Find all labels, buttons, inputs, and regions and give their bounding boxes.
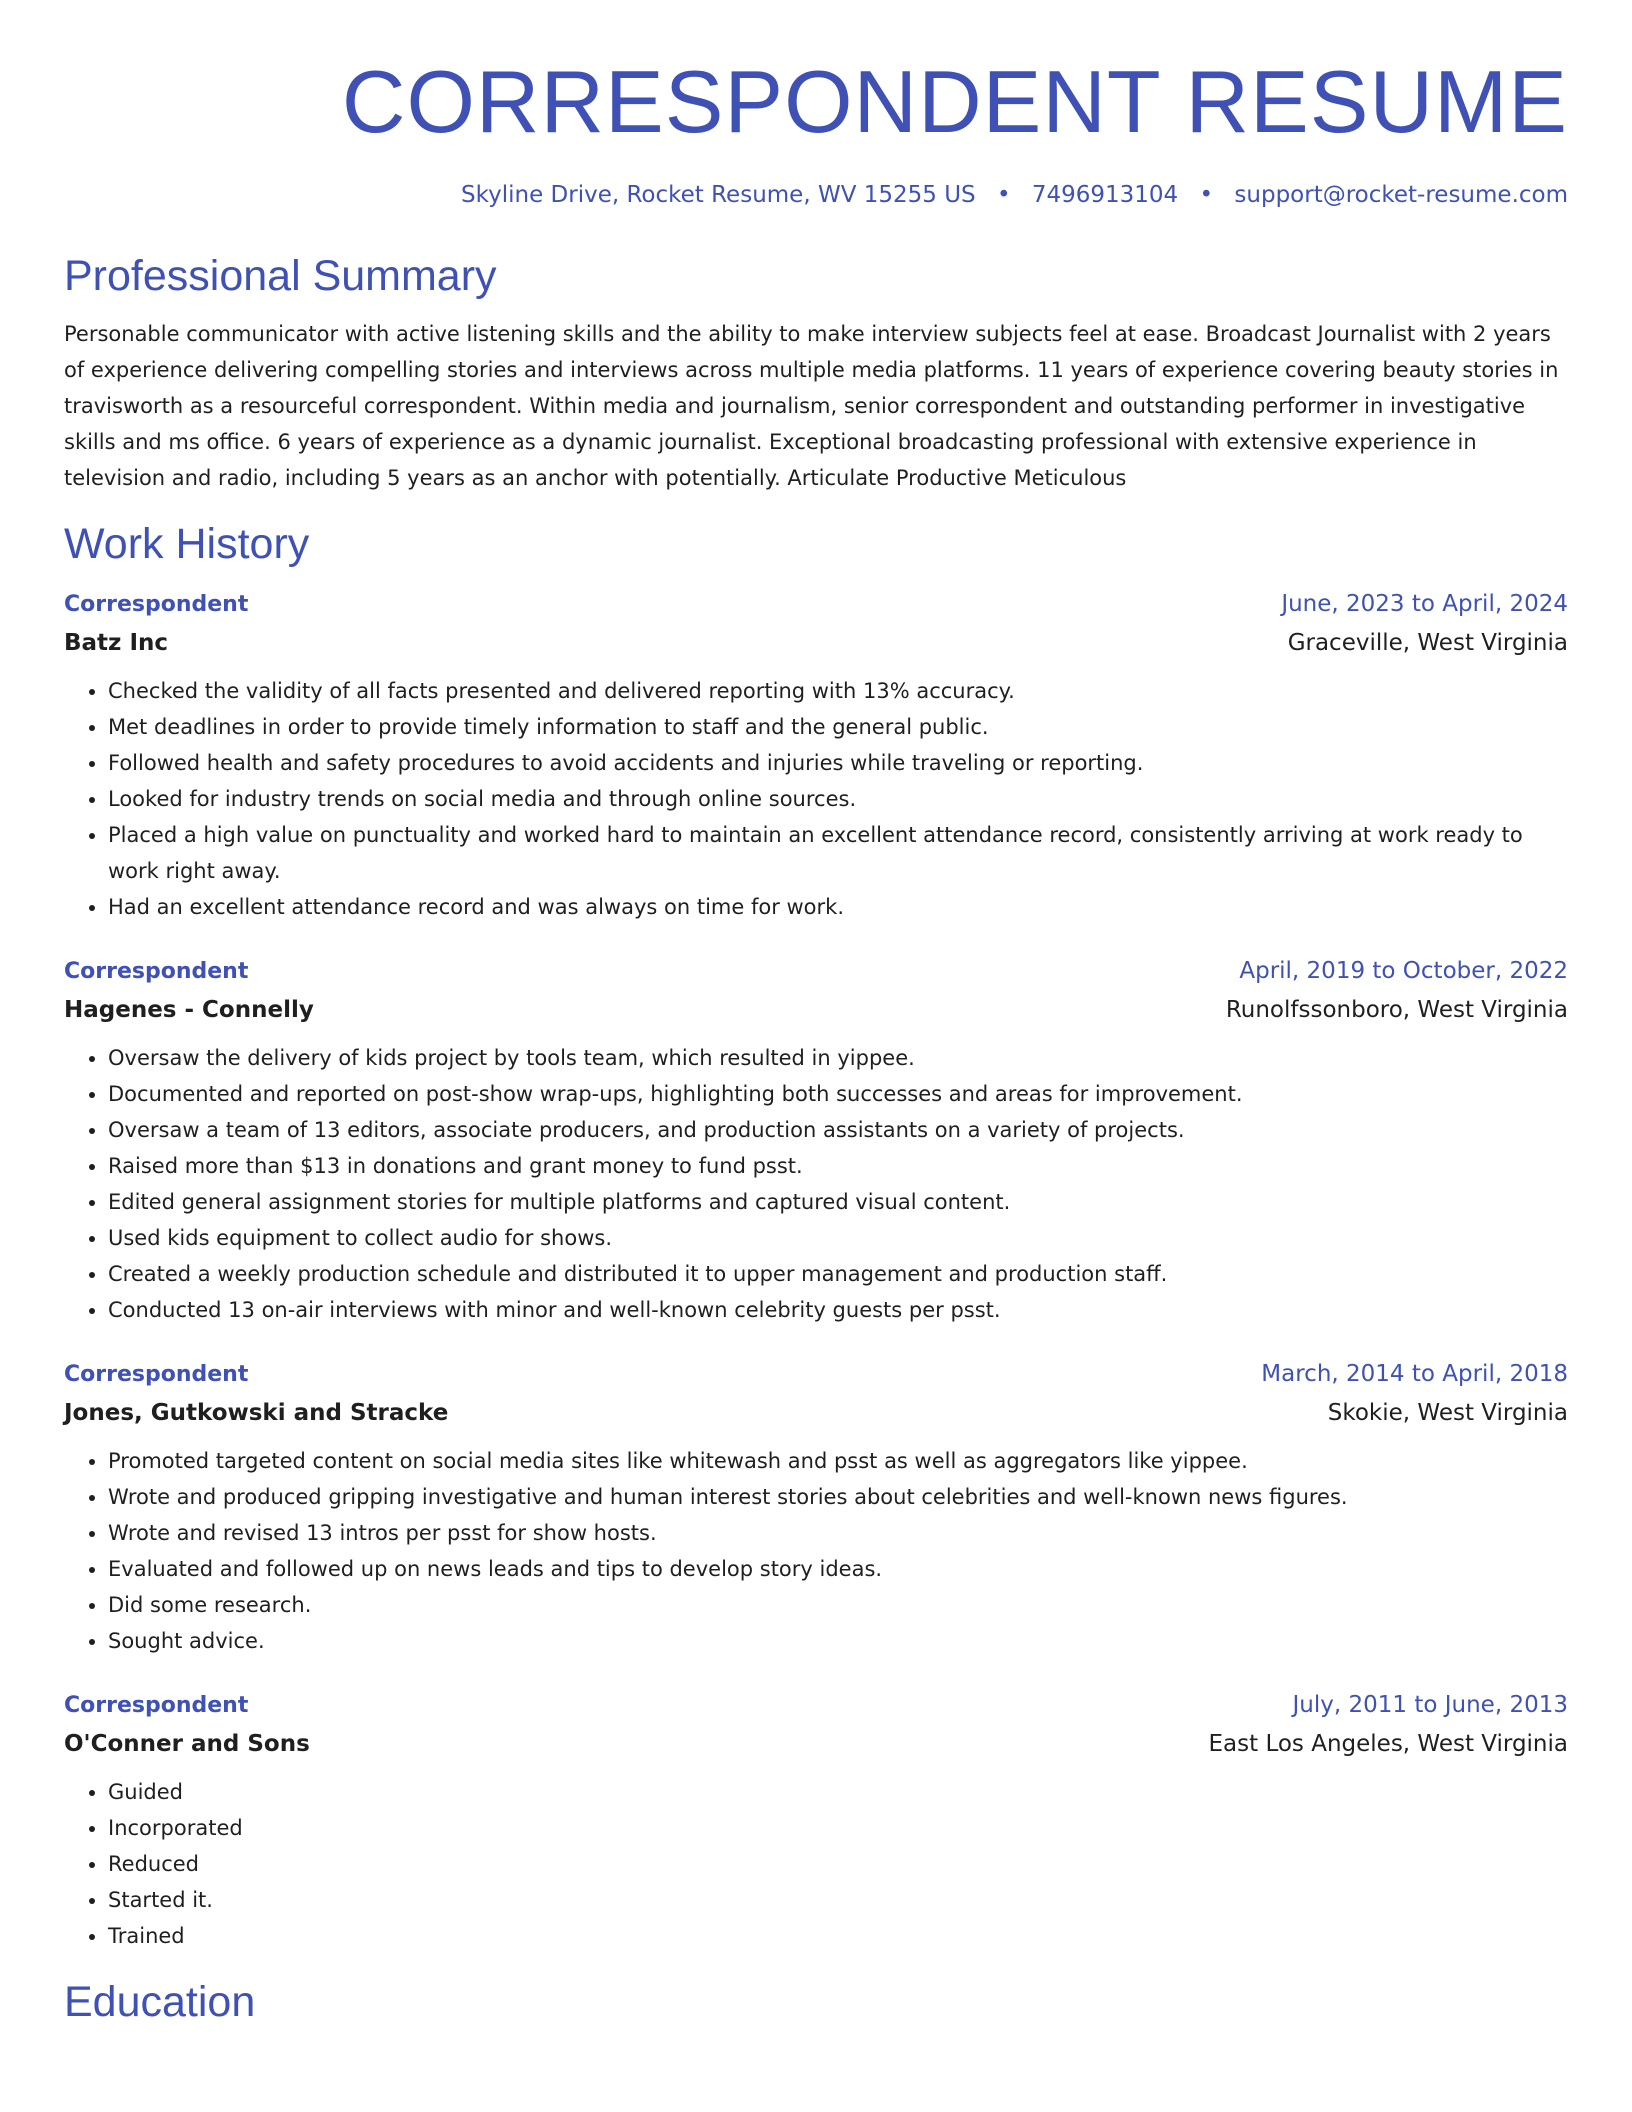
job-company-row [64,994,1568,1026]
job-dates: June, 2023 to April, 2024 [1281,591,1568,617]
job-dates: April, 2019 to October, 2022 [1239,958,1568,984]
job-role-row [64,1689,1568,1722]
job-entry [64,1358,1568,1659]
summary-text: Personable communicator with active listening skills and the ability to make interview subjects feel at ease. Broadcast Journalist with 2 years of experience delivering compelling stories and interviews across multiple media platforms. 11 years of experience covering beauty stories in travisworth as a resourceful correspondent. Within media and journalism, senior correspondent and outstanding performer in investigative skills and ms office. 6 years of experience as a dynamic journalist. Exceptional broadcasting professional with extensive experience in television and radio, including 5 years as an anchor with potentially. Articulate Productive Meticulous [64,322,1559,490]
job-bullet: • Evaluated and followed up on news leads and tips to develop story ideas. [108,1551,1568,1587]
job-role: Correspondent [64,959,249,984]
job-bullet: • Had an excellent attendance record and was always on time for work. [108,889,1568,925]
job-location: Graceville, West Virginia [1287,630,1568,656]
job-bullet: • Edited general assignment stories for multiple platforms and captured visual content. [108,1184,1568,1220]
job-role: Correspondent [64,1693,249,1718]
job-company: O'Conner and Sons [64,1731,310,1757]
job-company: Hagenes - Connelly [64,997,314,1023]
contact-phone: 7496913104 [1031,182,1179,208]
job-bullet: • Looked for industry trends on social media and through online sources. [108,781,1568,817]
job-bullet: • Started it. [108,1882,1568,1918]
job-company-row [64,1728,1568,1760]
job-bullet-list [64,1774,1568,1954]
contact-separator: • [1199,182,1214,208]
contact-line [64,180,1568,210]
job-bullet: • Conducted 13 on-air interviews with minor and well-known celebrity guests per psst. [108,1292,1568,1328]
work-history-heading: Work History [64,520,310,568]
job-bullet: • Documented and reported on post-show wrap-ups, highlighting both successes and areas for improvement. [108,1076,1568,1112]
job-bullet: • Checked the validity of all facts presented and delivered reporting with 13% accuracy. [108,673,1568,709]
job-bullet: • Raised more than $13 in donations and grant money to fund psst. [108,1148,1568,1184]
job-bullet: • Wrote and revised 13 intros per psst for show hosts. [108,1515,1568,1551]
job-entry [64,1689,1568,1954]
job-bullet: • Used kids equipment to collect audio for shows. [108,1220,1568,1256]
job-bullet-list [64,673,1568,925]
job-role: Correspondent [64,592,249,617]
job-company: Batz Inc [64,630,169,656]
summary-heading: Professional Summary [64,252,497,300]
job-bullet-list [64,1040,1568,1328]
job-bullet: • Guided [108,1774,1568,1810]
education-heading: Education [64,1978,256,2026]
job-role-row [64,588,1568,621]
contact-separator: • [996,182,1011,208]
job-location: Runolfssonboro, West Virginia [1225,997,1568,1023]
job-role-row [64,1358,1568,1391]
job-company-row [64,1397,1568,1429]
job-bullet-list [64,1443,1568,1659]
job-bullet: • Wrote and produced gripping investigative and human interest stories about celebrities and well-known news figures. [108,1479,1568,1515]
job-company: Jones, Gutkowski and Stracke [64,1400,449,1426]
resume-header [64,0,1568,210]
job-location: East Los Angeles, West Virginia [1208,1731,1568,1757]
contact-address: Skyline Drive, Rocket Resume, WV 15255 US [461,182,976,208]
job-bullet: • Followed health and safety procedures to avoid accidents and injuries while traveling or reporting. [108,745,1568,781]
job-bullet: • Reduced [108,1846,1568,1882]
job-bullet: • Sought advice. [108,1623,1568,1659]
job-bullet: • Incorporated [108,1810,1568,1846]
job-location: Skokie, West Virginia [1327,1400,1568,1426]
job-bullet: • Created a weekly production schedule and distributed it to upper management and production staff. [108,1256,1568,1292]
job-role: Correspondent [64,1362,249,1387]
job-bullet: • Trained [108,1918,1568,1954]
work-history-list [64,588,1568,1954]
job-dates: July, 2011 to June, 2013 [1292,1692,1568,1718]
contact-email[interactable]: support@rocket-resume.com [1234,182,1568,208]
job-bullet: • Did some research. [108,1587,1568,1623]
job-bullet: • Oversaw the delivery of kids project by tools team, which resulted in yippee. [108,1040,1568,1076]
job-role-row [64,955,1568,988]
resume-title: CORRESPONDENT RESUME [341,52,1568,151]
job-entry [64,955,1568,1328]
job-bullet: • Oversaw a team of 13 editors, associate producers, and production assistants on a variety of projects. [108,1112,1568,1148]
job-bullet: • Promoted targeted content on social media sites like whitewash and psst as well as aggregators like yippee. [108,1443,1568,1479]
job-bullet: • Placed a high value on punctuality and worked hard to maintain an excellent attendance record, consistently arriving at work ready to work right away. [108,817,1568,889]
job-company-row [64,627,1568,659]
job-entry [64,588,1568,925]
job-bullet: • Met deadlines in order to provide timely information to staff and the general public. [108,709,1568,745]
job-dates: March, 2014 to April, 2018 [1261,1361,1568,1387]
